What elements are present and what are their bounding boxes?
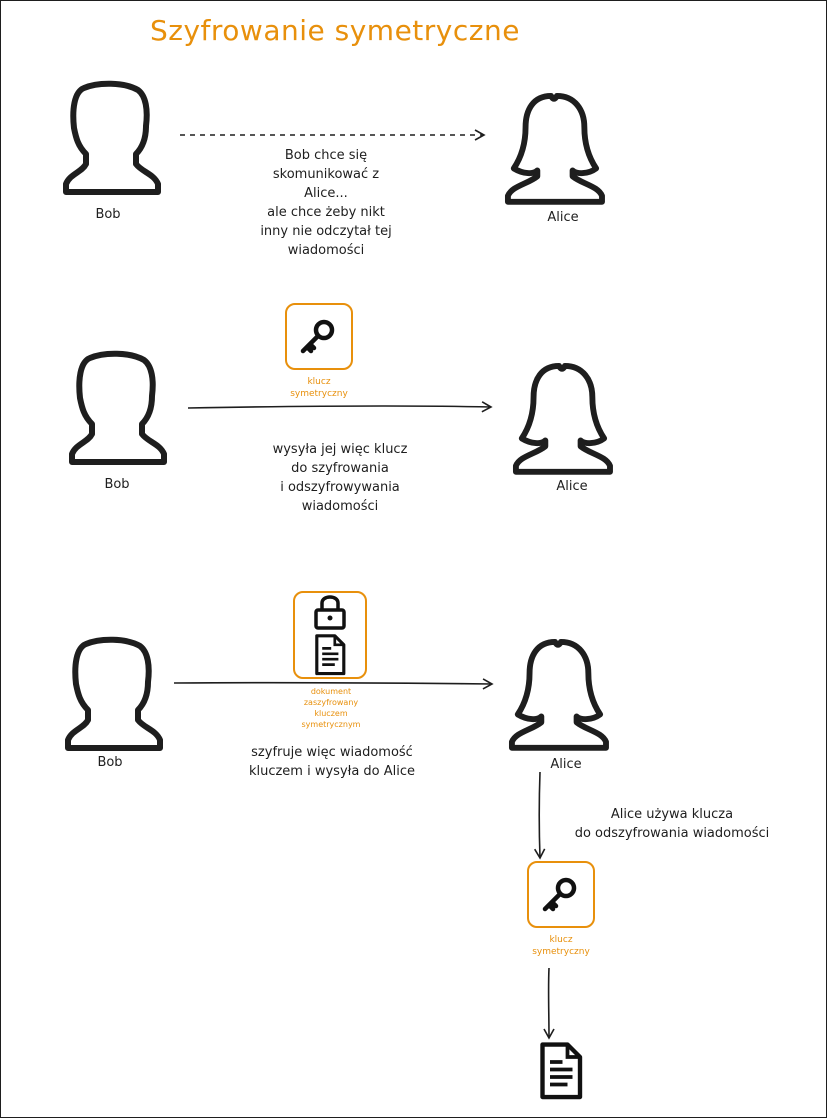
key-icon	[303, 322, 332, 351]
message-3: szyfruje więc wiadomość kluczem i wysyła do Alice	[248, 745, 416, 779]
alice-figure-2	[516, 366, 610, 472]
bob-label: Bob	[95, 207, 121, 222]
alice-label: Alice	[550, 757, 582, 772]
arrow-2	[188, 406, 491, 408]
message-2: wysyła jej więc klucz do szyfrowania i odszyfrowywania wiadomości	[272, 442, 408, 514]
bob-figure-1	[66, 84, 158, 192]
bob-figure-3	[68, 640, 160, 748]
page-title: Szyfrowanie symetryczne	[150, 14, 520, 47]
message-1: Bob chce się skomunikować z Alice... ale chce żeby nikt inny nie odczytał tej wiadomości	[260, 148, 392, 258]
key-caption: klucz symetryczny	[532, 935, 590, 957]
bob-label: Bob	[97, 755, 123, 770]
lock-icon	[316, 597, 344, 628]
key-caption: klucz symetryczny	[290, 377, 348, 399]
alice-figure-3	[512, 642, 606, 748]
key-icon	[545, 880, 574, 909]
document-icon	[317, 636, 344, 674]
arrow-3	[174, 683, 492, 684]
alice-label: Alice	[547, 210, 579, 225]
alice-figure-1	[508, 96, 602, 202]
bob-figure-2	[72, 354, 164, 462]
decrypted-document-icon	[543, 1045, 581, 1098]
message-4: Alice używa klucza do odszyfrowania wiadomości	[574, 807, 770, 841]
arrow-4a	[539, 772, 540, 858]
doc-caption: dokument zaszyfrowany kluczem symetrycznym	[301, 687, 361, 729]
bob-label: Bob	[104, 477, 130, 492]
alice-label: Alice	[556, 479, 588, 494]
